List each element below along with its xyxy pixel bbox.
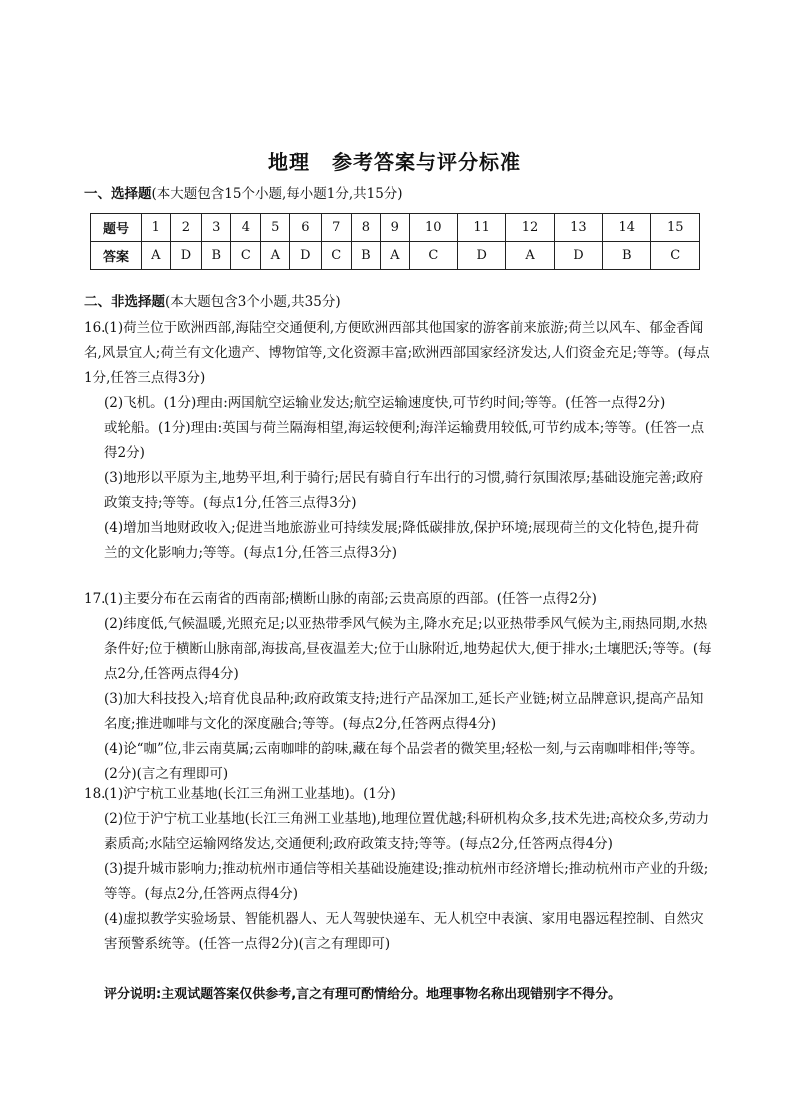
answer-cell: C [409, 242, 457, 270]
answer-cell: B [202, 242, 231, 270]
section-1-note: (本大题包含15个小题,每小题1分,共15分) [151, 186, 403, 202]
answer-cell: D [554, 242, 602, 270]
q17-part-4: (4)论“咖”位,非云南莫属;云南咖啡的韵味,藏在每个品尝者的微笑里;轻松一刻,与云南咖啡相伴;等等。(2分)(言之有理即可) [104, 741, 704, 782]
q16-number: 16. [84, 320, 106, 336]
section-2-title: 二、非选择题 [84, 294, 165, 310]
section-1-title: 一、选择题 [84, 186, 152, 202]
question-number-cell: 8 [351, 214, 380, 242]
q18-part-2: (2)位于沪宁杭工业基地(长江三角洲工业基地),地理位置优越;科研机构众多,技术先进;高校众多,劳动力素质高;水陆空运输网络发达,交通便利;政府政策支持;等等。(每点2分,任答两点得4分) [104, 811, 710, 852]
q16-part-2-alt: 或轮船。(1分)理由:英国与荷兰隔海相望,海运较便利;海洋运输费用较低,可节约成本;等等。(任答一点得2分) [104, 420, 705, 461]
answer-table-answer-row [91, 242, 700, 270]
q17-number: 17. [84, 591, 106, 607]
question-number-cell: 3 [202, 214, 231, 242]
question-number-cell: 9 [380, 214, 409, 242]
question-number-cell: 2 [170, 214, 202, 242]
question-number-cell: 5 [261, 214, 290, 242]
answer-cell: A [506, 242, 554, 270]
page-title [0, 146, 789, 175]
answer-cell: D [457, 242, 505, 270]
answer-cell: A [261, 242, 290, 270]
q16-part-1 [84, 316, 712, 391]
q17-part-3: (3)加大科技投入;培育优良品种;政府政策支持;进行产品深加工,延长产业链;树立品牌意识,提高产品知名度;推进咖啡与文化的深度融合;等等。(每点2分,任答两点得4分) [104, 691, 704, 732]
section-2-note: (本大题包含3个小题,共35分) [165, 294, 341, 310]
answer-table-number-row [91, 214, 700, 242]
question-number-cell: 4 [231, 214, 261, 242]
q17-part-1 [84, 587, 712, 612]
q18-part-4: (4)虚拟教学实验场景、智能机器人、无人驾驶快递车、无人机空中表演、家用电器远程控制、自然灾害预警系统等。(任答一点得2分)(言之有理即可) [104, 911, 704, 952]
row-label-answer: 答案 [91, 242, 142, 270]
title-subject: 地理 [268, 150, 310, 174]
question-number-cell: 7 [321, 214, 351, 242]
question-18 [84, 782, 712, 957]
q17-part-2: (2)纬度低,气候温暖,光照充足;以亚热带季风气候为主,降水充足;以亚热带季风气候为主,雨热同期,水热条件好;位于横断山脉南部,海拔高,昼夜温差大;位于山脉附近,地势起伏大,便于排水;土壤肥沃;等等。(每点2分,任答两点得4分) [104, 616, 712, 682]
question-number-cell: 1 [142, 214, 171, 242]
question-number-cell: 11 [457, 214, 505, 242]
question-number-cell: 12 [506, 214, 554, 242]
answer-cell: C [231, 242, 261, 270]
title-main: 参考答案与评分标准 [332, 150, 521, 174]
row-label-number: 题号 [91, 214, 142, 242]
q18-number: 18. [84, 786, 106, 802]
q18-part-1-text: (1)沪宁杭工业基地(长江三角洲工业基地)。(1分) [104, 786, 396, 802]
answer-table [90, 213, 700, 270]
section-2-heading [84, 290, 341, 310]
q17-part-1-text: (1)主要分布在云南省的西南部;横断山脉的南部;云贵高原的西部。(任答一点得2分) [104, 591, 597, 607]
scoring-note: 评分说明:主观试题答案仅供参考,言之有理可酌情给分。地理事物名称出现错别字不得分。 [104, 987, 622, 1002]
answer-cell: B [351, 242, 380, 270]
question-number-cell: 14 [603, 214, 651, 242]
question-number-cell: 6 [290, 214, 322, 242]
answer-cell: A [380, 242, 409, 270]
q18-part-3: (3)提升城市影响力;推动杭州市通信等相关基础设施建设;推动杭州市经济增长;推动杭州市产业的升级;等等。(每点2分,任答两点得4分) [104, 861, 709, 902]
question-17 [84, 587, 712, 787]
q16-part-3: (3)地形以平原为主,地势平坦,利于骑行;居民有骑自行车出行的习惯,骑行氛围浓厚;基础设施完善;政府政策支持;等等。(每点1分,任答三点得3分) [104, 470, 704, 511]
q16-part-4: (4)增加当地财政收入;促进当地旅游业可持续发展;降低碳排放,保护环境;展现荷兰的文化特色,提升荷兰的文化影响力;等等。(每点1分,任答三点得3分) [104, 520, 699, 561]
section-1-heading [84, 182, 403, 202]
question-number-cell: 13 [554, 214, 602, 242]
answer-cell: D [170, 242, 202, 270]
q16-part-2: (2)飞机。(1分)理由:两国航空运输业发达;航空运输速度快,可节约时间;等等。(任答一点得2分) [104, 395, 666, 411]
q18-part-1 [84, 782, 712, 807]
answer-cell: A [142, 242, 171, 270]
question-16 [84, 316, 712, 566]
answer-cell: C [651, 242, 700, 270]
q16-part-1-text: (1)荷兰位于欧洲西部,海陆空交通便利,方便欧洲西部其他国家的游客前来旅游;荷兰以风车、郁金香闻名,风景宜人;荷兰有文化遗产、博物馆等,文化资源丰富;欧洲西部国家经济发达,人们资金充足;等等。(每点1分,任答三点得3分) [84, 320, 710, 386]
answer-cell: C [321, 242, 351, 270]
answer-cell: D [290, 242, 322, 270]
answer-cell: B [603, 242, 651, 270]
question-number-cell: 10 [409, 214, 457, 242]
question-number-cell: 15 [651, 214, 700, 242]
